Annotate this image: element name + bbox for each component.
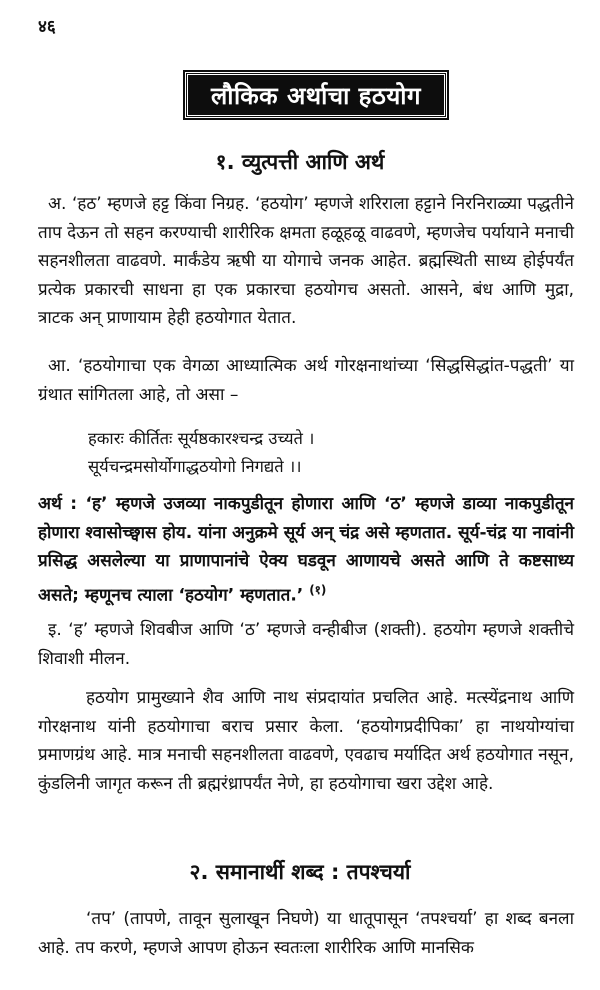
paragraph-main: हठयोग प्रामुख्याने शैव आणि नाथ संप्रदायांत प्रचलित आहे. मत्स्येंद्रनाथ आणि गोरक्षनाथ यांनी हठयोगाचा बराच प्रसार केला. ‘हठयोगप्रदीपिका’ हा नाथयोग्यांचा प्रमाणग्रंथ आहे. मात्र मनाची सहनशीलता वाढवणे, एवढाच मर्यादित अर्थ हठयोगात नसून, कुंडलिनी जागृत करून ती ब्रह्मरंध्रापर्यंत नेणे, हा हठयोगाचा खरा उद्देश आहे. <box>38 688 574 794</box>
paragraph-i: इ. ‘ह’ म्हणजे शिवबीज आणि ‘ठ’ म्हणजे वन्हीबीज (शक्ती). हठयोग म्हणजे शक्तीचे शिवाशी मीलन. <box>38 620 574 669</box>
section-heading-etymology: १. व्युत्पत्ती आणि अर्थ <box>215 150 385 174</box>
paragraph-a: अ. ‘हठ’ म्हणजे हट्ट किंवा निग्रह. ‘हठयोग’ म्हणजे शरिराला हट्टाने निरनिराळ्या पद्धतीने ताप देऊन तो सहन करण्याची शारीरिक क्षमता हळूहळू वाढवणे, म्हणजेच पर्यायाने मनाची सहनशीलता वाढवणे. मार्कंडेय ऋषी या योगाचे जनक आहेत. ब्रह्मस्थिती साध्य होईपर्यंत प्रत्येक प्रकारची साधना हा एक प्रकारचा हठयोगच असतो. आसने, बंध आणि मुद्रा, त्राटक अन् प्राणायाम हेही हठयोगात येतात. <box>38 194 574 328</box>
sanskrit-verse-line-1: हकारः कीर्तितः सूर्यष्ठकारश्चन्द्र उच्यते । <box>88 429 315 448</box>
footnote-reference: (१) <box>309 582 327 597</box>
section-heading-synonym: २. समानार्थी शब्द : तपश्चर्या <box>189 860 411 884</box>
paragraph-aa: आ. ‘हठयोगाचा एक वेगळा आध्यात्मिक अर्थ गोरक्षनाथांच्या ‘सिद्धसिद्धांत-पद्धती’ या ग्रंथात सांगितला आहे, तो असा – <box>38 356 574 405</box>
page-number: ४६ <box>38 17 56 37</box>
sanskrit-verse-line-2: सूर्यचन्द्रमसोर्योगाद्धठयोगो निगद्यते ।। <box>88 457 302 476</box>
verse-meaning-text: अर्थ : ‘ह’ म्हणजे उजव्या नाकपुडीतून होणारा आणि ‘ठ’ म्हणजे डाव्या नाकपुडीतून होणारा श्वासोच्छ्वास होय. यांना अनुक्रमे सूर्य अन् चंद्र असे म्हणतात. सूर्य-चंद्र या नावांनी प्रसिद्ध असलेल्या या प्राणापानांचे ऐक्य घडवून आणायचे असते आणि ते कष्टसाध्य असते; म्हणूनच त्याला ‘हठयोग’ म्हणतात.’ <box>38 494 574 606</box>
paragraph-tapascharya: ‘तप’ (तापणे, तावून सुलाखून निघणे) या धातूपासून ‘तपश्चर्या’ हा शब्द बनला आहे. तप करणे, म्हणजे आपण होऊन स्वतःला शारीरिक आणि मानसिक <box>38 909 574 958</box>
chapter-title: लौकिक अर्थाचा हठयोग <box>185 72 447 118</box>
verse-meaning <box>38 490 574 610</box>
